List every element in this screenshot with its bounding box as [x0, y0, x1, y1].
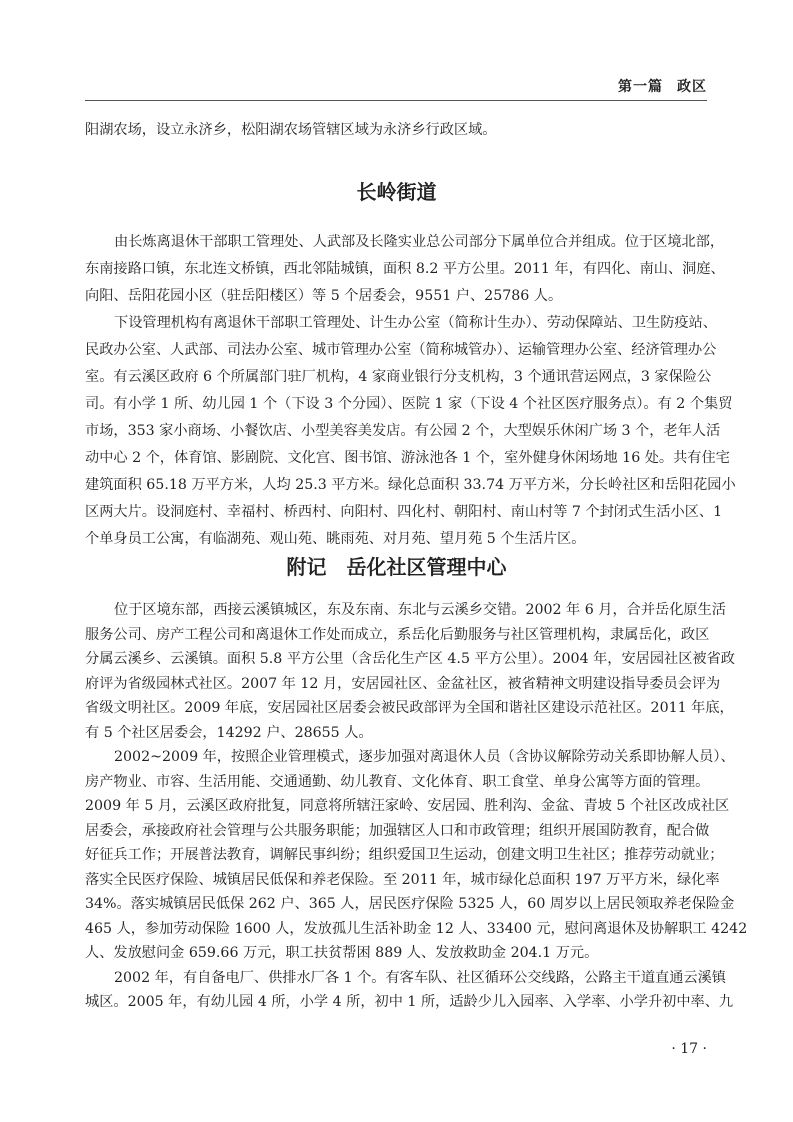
text-line: 由长炼离退休干部职工管理处、人武部及长隆实业总公司部分下属单位合并组成。位于区境北部，	[114, 234, 725, 250]
chapter-label: 政区	[677, 79, 707, 95]
text-line: 有 5 个社区居委会，14292 户、28655 人。	[85, 724, 373, 741]
text-line: 向阳、岳阳花园小区（驻岳阳楼区）等 5 个居委会，9551 户、25786 人。	[85, 288, 563, 304]
page-number: · 17 ·	[671, 1041, 707, 1057]
text-line: 个单身员工公寓，有临湖苑、观山苑、眺雨苑、对月苑、望月苑 5 个生活片区。	[85, 531, 586, 547]
text-line: 465 人，参加劳动保险 1600 人，发放孤儿生活补助金 12 人、33400 元，慰问离退休及协解职工 4242	[85, 920, 748, 937]
text-line: 居委会，承接政府社会管理与公共服务职能；加强辖区人口和市政管理；组织开展国防教育，配合做	[85, 822, 710, 839]
text-line: 2009 年 5 月，云溪区政府批复，同意将所辖汪家岭、安居园、胜利沟、金盆、青坡 5 个社区改成社区	[85, 798, 730, 814]
text-line: 位于区境东部，西接云溪镇城区，东及东南、东北与云溪乡交错。2002 年 6 月，合并岳化原生活	[114, 602, 726, 618]
part-label: 第一篇	[618, 79, 663, 95]
text-line: 建筑面积 65.18 万平方米，人均 25.3 平方米。绿化总面积 33.74 万平方米，分长岭社区和岳阳花园小	[85, 477, 736, 493]
text-line: 司。有小学 1 所、幼儿园 1 个（下设 3 个分园）、医院 1 家（下设 4 个社区医疗服务点）。有 2 个集贸	[85, 396, 733, 412]
section-title: 长岭街道	[356, 180, 437, 204]
text-line: 房产物业、市容、生活用能、交通通勤、幼儿教育、文化体育、职工食堂、单身公寓等方面的管理。	[85, 773, 710, 790]
text-line: 下设管理机构有离退休干部职工管理处、计生办公室（简称计生办）、劳动保障站、卫生防疫站、	[114, 315, 717, 331]
text-line: 分属云溪乡、云溪镇。面积 5.8 平方公里（含岳化生产区 4.5 平方公里）。2004 年，安居园社区被省政	[85, 651, 735, 667]
section-title	[85, 551, 708, 580]
paragraph	[85, 598, 735, 745]
text-line: 室。有云溪区政府 6 个所属部门驻厂机构，4 家商业银行分支机构，3 个通讯营运网点，3 家保险公	[85, 369, 712, 385]
text-line: 2002 年，有自备电厂、供排水厂各 1 个。有客车队、社区循环公交线路，公路主干道直通云溪镇	[114, 969, 726, 986]
text-line: 动中心 2 个，体育馆、影剧院、文化宫、图书馆、游泳池各 1 个，室外健身休闲场地 16 处。共有住宅	[85, 450, 730, 466]
running-header	[618, 76, 707, 96]
text-line: 服务公司、房产工程公司和离退休工作处而成立，系岳化后勤服务与社区管理机构，隶属岳化，政区	[85, 626, 710, 643]
text-line: 城区。2005 年，有幼儿园 4 所，小学 4 所，初中 1 所，适龄少儿入园率、入学率、小学升初中率、九	[85, 994, 734, 1010]
appendix-title: 岳化社区管理中心	[346, 555, 507, 579]
continuation-paragraph	[85, 117, 708, 144]
text-line: 区两大片。设洞庭村、幸福村、桥西村、向阳村、四化村、朝阳村、南山村等 7 个封闭式生活小区、1	[85, 504, 723, 520]
paragraph	[85, 745, 748, 966]
text-line: 2002~2009 年，按照企业管理模式，逐步加强对离退休人员（含协议解除劳动关系即协解人员）、	[114, 749, 735, 765]
text-line: 府评为省级园林式社区。2007 年 12 月，安居园社区、金盆社区，被省精神文明建设指导委员会评为	[85, 675, 721, 692]
text-line: 民政办公室、人武部、司法办公室、城市管理办公室（简称城管办）、运输管理办公室、经济管理办公	[85, 342, 717, 358]
appendix-label: 附记	[286, 555, 327, 579]
text-line: 34%。落实城镇居民低保 262 户、365 人，居民医疗保险 5325 人，60 周岁以上居民领取养老保险金	[85, 896, 735, 912]
text-line: 东南接路口镇，东北连文桥镇，西北邻陆城镇，面积 8.2 平方公里。2011 年，有四化、南山、洞庭、	[85, 261, 725, 277]
header-rule	[85, 100, 707, 101]
text-line: 人、发放慰问金 659.66 万元，职工扶贫帮困 889 人、发放救助金 204.1 万元。	[85, 945, 599, 961]
text-line: 好征兵工作；开展普法教育，调解民事纠纷；组织爱国卫生运动，创建文明卫生社区；推荐劳动就业；	[85, 847, 724, 863]
paragraph	[85, 966, 734, 1015]
text-line: 省级文明社区。2009 年底，安居园社区居委会被民政部评为全国和谐社区建设示范社区。2011 年底，	[85, 700, 734, 716]
paragraph	[85, 310, 736, 553]
section2-body	[85, 598, 748, 1015]
text-line: 落实全民医疗保险、城镇居民低保和养老保险。至 2011 年，城市绿化总面积 197 万平方米，绿化率	[85, 871, 720, 888]
text-line: 阳湖农场，设立永济乡，松阳湖农场管辖区域为永济乡行政区域。	[85, 122, 497, 138]
section1-body	[85, 229, 736, 553]
text-line: 市场，353 家小商场、小餐饮店、小型美容美发店。有公园 2 个，大型娱乐休闲广场 3 个，老年人活	[85, 423, 721, 439]
paragraph	[85, 229, 725, 310]
